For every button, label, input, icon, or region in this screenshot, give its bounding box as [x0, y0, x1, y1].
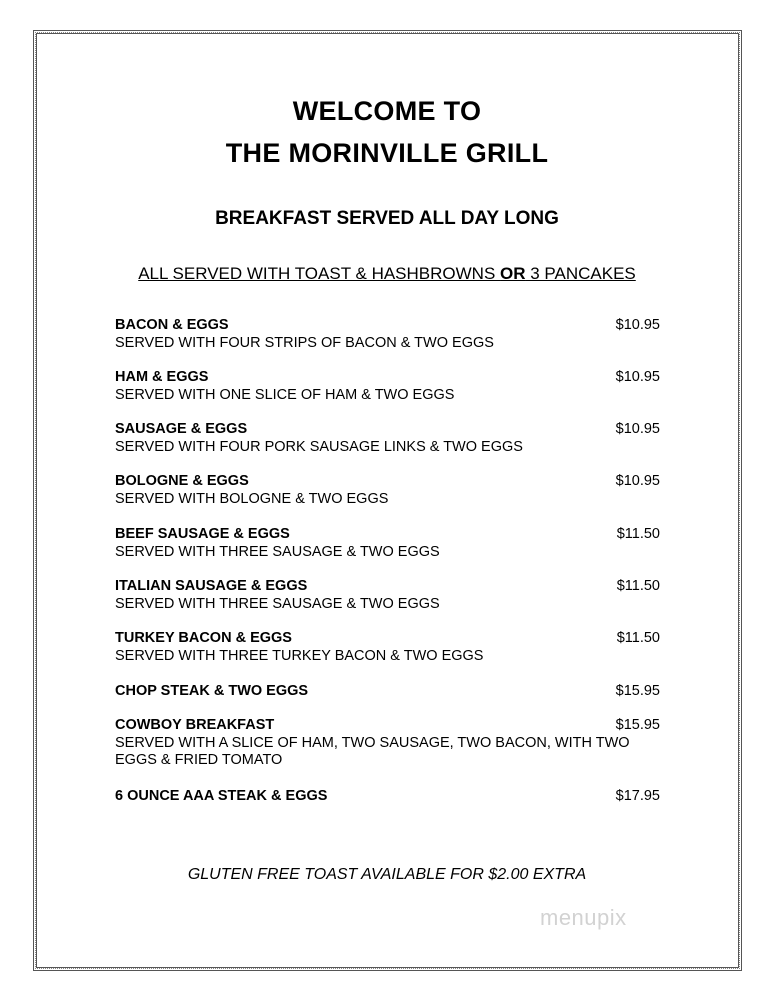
- item-price: $17.95: [615, 788, 660, 804]
- title-restaurant-name: THE MORINVILLE GRILL: [225, 138, 549, 168]
- menu-item: [115, 421, 660, 456]
- item-description: SERVED WITH FOUR STRIPS OF BACON & TWO EGGS: [115, 335, 494, 351]
- menu-item: [115, 788, 660, 806]
- item-description: SERVED WITH BOLOGNE & TWO EGGS: [115, 491, 389, 507]
- item-name: ITALIAN SAUSAGE & EGGS: [115, 578, 308, 594]
- served-with-note: [0, 264, 774, 284]
- item-name: TURKEY BACON & EGGS: [115, 630, 292, 646]
- item-price: $11.50: [616, 526, 660, 542]
- item-description: SERVED WITH THREE TURKEY BACON & TWO EGGS: [115, 648, 484, 664]
- item-name: CHOP STEAK & TWO EGGS: [115, 683, 309, 699]
- item-name: BEEF SAUSAGE & EGGS: [115, 526, 290, 542]
- item-price: $10.95: [615, 369, 660, 385]
- item-price: $15.95: [615, 717, 660, 733]
- menu-item: [115, 317, 660, 352]
- item-name: BOLOGNE & EGGS: [115, 473, 249, 489]
- menu-item: [115, 526, 660, 561]
- menu-item: [115, 630, 660, 665]
- item-name: BACON & EGGS: [115, 317, 229, 333]
- item-name: HAM & EGGS: [115, 369, 209, 385]
- served-with-part2: 3 PANCAKES: [525, 264, 636, 283]
- subtitle-breakfast: BREAKFAST SERVED ALL DAY LONG: [215, 208, 559, 229]
- watermark: menupix: [540, 905, 627, 930]
- item-price: $10.95: [615, 317, 660, 333]
- item-name: 6 OUNCE AAA STEAK & EGGS: [115, 788, 328, 804]
- menu-item: [115, 578, 660, 613]
- title-welcome: WELCOME TO: [292, 96, 482, 126]
- item-name: COWBOY BREAKFAST: [115, 717, 275, 733]
- menu-item: [115, 717, 660, 769]
- item-description: SERVED WITH THREE SAUSAGE & TWO EGGS: [115, 596, 440, 612]
- menu-item: [115, 683, 660, 701]
- item-price: $15.95: [615, 683, 660, 699]
- menu-item: [115, 369, 660, 404]
- item-description: SERVED WITH THREE SAUSAGE & TWO EGGS: [115, 544, 440, 560]
- item-price: $10.95: [615, 473, 660, 489]
- item-price: $11.50: [616, 578, 660, 594]
- served-with-part1: ALL SERVED WITH TOAST & HASHBROWNS: [138, 264, 501, 283]
- item-name: SAUSAGE & EGGS: [115, 421, 248, 437]
- item-price: $10.95: [615, 421, 660, 437]
- item-description: SERVED WITH A SLICE OF HAM, TWO SAUSAGE, TWO BACON, WITH TWO EGGS & FRIED TOMATO: [115, 735, 630, 768]
- item-price: $11.50: [616, 630, 660, 646]
- gluten-free-note: GLUTEN FREE TOAST AVAILABLE FOR $2.00 EXTRA: [187, 866, 587, 883]
- item-description: SERVED WITH ONE SLICE OF HAM & TWO EGGS: [115, 387, 455, 403]
- item-description: SERVED WITH FOUR PORK SAUSAGE LINKS & TWO EGGS: [115, 439, 523, 455]
- served-with-or: OR: [500, 264, 526, 283]
- menu-item: [115, 473, 660, 508]
